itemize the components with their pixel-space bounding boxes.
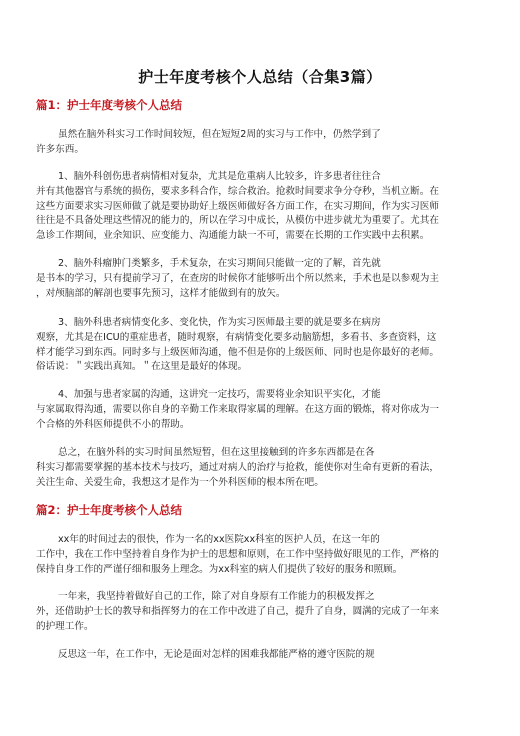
text-line: 样才能学习到东西。同时多与上级医师沟通，他不但是你的上级医师、同时也是你最好的老师。: [36, 346, 439, 358]
text-line: 往往是不具备处理这些情况的能力的，所以在学习中成长，从模仿中进步就尤为重要了。尤其在: [36, 215, 439, 227]
text-line: 总之，在脑外科的实习时间虽然短暂，但在这里接触到的许多东西都是在各: [58, 447, 375, 458]
text-line: 并有其他器官与系统的损伤，要求多科合作，综合救治。抢救时间要求争分夺秒，当机立断。在: [36, 185, 439, 197]
paragraph: [36, 170, 488, 244]
paragraph: [36, 316, 488, 375]
paragraph: [36, 533, 488, 577]
text-line: 许多东西。: [36, 143, 84, 155]
text-line: 个合格的外科医师提供不小的帮助。: [36, 418, 190, 430]
page-title: 护士年度考核个人总结（合集3篇）: [138, 68, 382, 86]
paragraph: [36, 388, 488, 432]
section-heading-1: 篇1：护士年度考核个人总结: [36, 98, 183, 112]
text-line: 关注生命、关爱生命，我想这才是作为一个外科医师的根本所在吧。: [36, 476, 324, 488]
text-line: 科实习都需要掌握的基本技术与技巧，通过对病人的治疗与抢救，能使你对生命有更新的看法，: [36, 461, 439, 473]
text-line: 工作中，我在工作中坚持着自身作为护士的思想和原则，在工作中坚持做好眼见的工作，严格的: [36, 548, 439, 560]
text-line: 急诊工作期间，业余知识、应变能力、沟通能力缺一不可，需要在长期的工作实践中去积累。: [36, 230, 430, 242]
paragraph: [36, 128, 488, 158]
text-line: 俗话说：＂实践出真知。＂在这里是最好的体现。: [36, 361, 248, 373]
text-line: 虽然在脑外科实习工作时间较短，但在短短2周的实习与工作中，仍然学到了: [58, 129, 381, 140]
text-line: 反思这一年，在工作中，无论是面对怎样的困难我都能严格的遵守医院的规: [58, 649, 375, 660]
text-line: 与家属取得沟通，需要以你自身的辛勤工作来取得家属的理解。在这方面的锻炼，将对你成为一: [36, 403, 439, 415]
text-line: 保持自身工作的严谨仔细和服务上理念。为xx科室的病人们提供了较好的服务和照顾。: [36, 563, 403, 575]
section-heading-2: 篇2：护士年度考核个人总结: [36, 503, 183, 517]
paragraph: [36, 257, 488, 301]
text-line: 4、加强与患者家属的沟通，这讲究一定技巧，需要将业余知识平实化，才能: [58, 389, 381, 400]
text-line: 3、脑外科患者病情变化多、变化快，作为实习医师最主要的就是要多在病房: [58, 317, 381, 328]
text-line: 1、脑外科创伤患者病情相对复杂，尤其是危重病人比较多，许多患者往往合: [58, 171, 381, 182]
text-line: 外，还借助护士长的教导和指挥努力的在工作中改进了自己，提升了自身，圆满的完成了一年来: [36, 605, 439, 617]
paragraph: [36, 590, 488, 634]
text-line: 的护理工作。: [36, 620, 94, 632]
text-line: xx年的时间过去的很快，作为一名的xx医院xx科室的医护人员，在这一年的: [58, 534, 380, 545]
text-line: ，对颅脑部的解剖也要事先预习，这样才能做到有的放矢。: [36, 287, 286, 299]
text-line: 是书本的学习，只有提前学习了，在查房的时候你才能够听出个所以然来，手术也是以参观为主: [36, 272, 439, 284]
text-line: 2、脑外科瘤肿门类繁多，手术复杂，在实习期间只能做一定的了解，首先就: [58, 258, 381, 269]
text-line: 这些方面要求实习医师做了就是要协助好上级医师做好各方面工作，在实习期间，作为实习医师: [36, 200, 439, 212]
text-line: 观察，尤其是在ICU的重症患者，随时观察，有病情变化要多动脑筋想，多看书、多查资料，这: [36, 331, 437, 343]
paragraph: [36, 648, 488, 663]
text-line: 一年来，我坚持着做好自己的工作，除了对自身原有工作能力的积极发挥之: [58, 591, 375, 602]
paragraph: [36, 446, 488, 490]
